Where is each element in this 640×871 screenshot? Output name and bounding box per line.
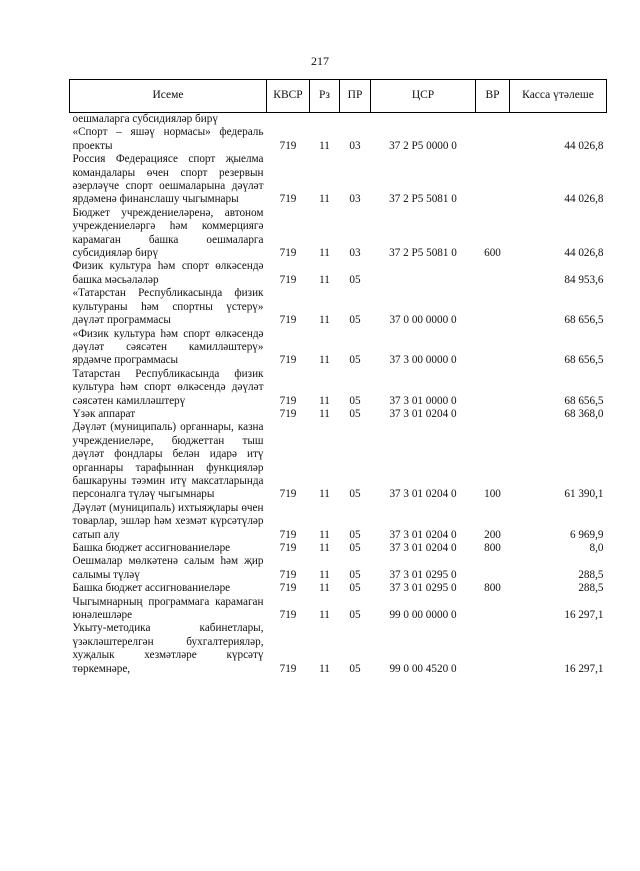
cell-amount xyxy=(510,113,607,127)
cell-rz: 11 xyxy=(319,542,330,554)
cell-rz: 11 xyxy=(319,354,330,367)
cell-name: Укыту-методика кабинетлары, үзәкләштерелгән бухгалтерияләр, хуҗалык хезмәтләре күрсәтү төркемнәре, xyxy=(72,622,264,675)
cell-amount: 44 026,8 xyxy=(564,193,604,206)
cell-csr: 37 2 P5 0000 0 xyxy=(389,139,457,152)
cell-rz: 11 xyxy=(319,407,330,420)
cell-amount: 288,5 xyxy=(578,582,604,595)
header-kvsr: КВСР xyxy=(267,80,310,113)
cell-pr: 05 xyxy=(349,568,361,581)
header-vr: ВР xyxy=(476,80,510,113)
cell-csr: 37 3 01 0295 0 xyxy=(389,582,457,595)
cell-amount: 68 368,0 xyxy=(564,407,604,420)
cell-vr xyxy=(476,555,510,582)
cell-pr: 05 xyxy=(349,314,361,327)
cell-kvsr: 719 xyxy=(279,139,297,152)
table-row xyxy=(70,502,607,542)
cell-name: Татарстан Республикасында физик культура һәм спорт өлкәсендә дәүләт сәясәтен камилләштерү xyxy=(72,367,264,407)
cell-csr: 37 3 01 0204 0 xyxy=(389,528,457,541)
table-row xyxy=(70,582,607,595)
header-name: Исеме xyxy=(70,80,267,113)
cell-amount: 6 969,9 xyxy=(569,528,604,541)
cell-name: Дәүләт (муниципаль) ихтыяҗлары өчен товарлар, эшләр һәм хезмәт күрсәтүләр сатып алу xyxy=(72,501,264,541)
cell-vr xyxy=(476,328,510,368)
cell-amount: 84 953,6 xyxy=(564,273,604,286)
cell-kvsr xyxy=(267,113,310,127)
table-row xyxy=(70,113,607,127)
cell-kvsr: 719 xyxy=(279,662,297,675)
cell-name: Бюджет учреждениеләренә, автоном учреждениеләргә һәм коммерциягә карамаган башка оешмаларга субсидияләр бирү xyxy=(72,206,264,260)
cell-rz: 11 xyxy=(319,528,330,541)
cell-name: Физик культура һәм спорт өлкәсендә башка мәсьәләләр xyxy=(72,260,264,286)
cell-amount: 61 390,1 xyxy=(564,488,604,501)
cell-name: Россия Федерациясе спорт җыелма командалары өчен спорт резервын әзерләүче спорт оешмаларына дәүләт ярдәменә финанслашу чыгымнары xyxy=(72,153,264,206)
table-row xyxy=(70,153,607,207)
cell-name: Башка бюджет ассигнованиеләре xyxy=(72,582,231,595)
cell-csr: 37 3 01 0204 0 xyxy=(389,542,457,554)
cell-kvsr: 719 xyxy=(279,394,297,407)
cell-csr: 37 0 00 0000 0 xyxy=(389,314,457,327)
cell-amount: 16 297,1 xyxy=(564,609,604,622)
cell-amount: 288,5 xyxy=(578,568,604,581)
cell-vr xyxy=(476,368,510,408)
table-row xyxy=(70,555,607,582)
table-row xyxy=(70,368,607,408)
cell-rz xyxy=(310,113,340,127)
page-number: 217 xyxy=(311,54,329,68)
cell-vr xyxy=(476,260,510,287)
table-row xyxy=(70,542,607,555)
cell-pr: 03 xyxy=(349,193,361,206)
cell-kvsr: 719 xyxy=(279,314,297,327)
cell-vr xyxy=(476,596,510,623)
table-row xyxy=(70,408,607,421)
table-row xyxy=(70,260,607,287)
cell-name: «Татарстан Республикасында физик культураны һәм спортны үстерү» дәүләт программасы xyxy=(72,287,264,327)
table-row xyxy=(70,126,607,153)
cell-csr: 37 3 01 0204 0 xyxy=(389,488,457,501)
cell-name: «Физик культура һәм спорт өлкәсендә дәүләт сәясәтен камилләштерү» ярдәмче программасы xyxy=(72,327,264,367)
cell-name: Чыгымнарның программага карамаган юнәлешләре xyxy=(72,595,264,622)
cell-pr: 05 xyxy=(349,582,361,595)
cell-pr: 05 xyxy=(349,542,361,554)
header-csr: ЦСР xyxy=(371,80,476,113)
cell-rz: 11 xyxy=(319,488,330,501)
cell-name: Оешмалар мөлкәтенә салым һәм җир салымы түләү xyxy=(72,555,264,581)
cell-kvsr: 719 xyxy=(279,407,297,420)
cell-kvsr: 719 xyxy=(279,528,297,541)
cell-vr xyxy=(476,287,510,327)
cell-csr: 37 3 01 0000 0 xyxy=(389,394,457,407)
cell-name: оешмаларга субсидияләр бирү xyxy=(72,113,218,125)
table-row xyxy=(70,328,607,368)
cell-rz: 11 xyxy=(319,568,330,581)
cell-csr xyxy=(371,113,476,127)
cell-csr: 99 0 00 4520 0 xyxy=(389,662,457,675)
cell-vr: 100 xyxy=(484,488,501,501)
cell-rz: 11 xyxy=(319,662,330,675)
cell-csr: 37 3 00 0000 0 xyxy=(389,354,457,367)
header-pr: ПР xyxy=(340,80,371,113)
cell-amount: 68 656,5 xyxy=(564,354,604,367)
cell-rz: 11 xyxy=(319,247,330,260)
cell-vr: 800 xyxy=(484,542,501,554)
cell-csr: 37 3 01 0295 0 xyxy=(389,568,457,581)
cell-vr: 600 xyxy=(484,247,501,260)
cell-csr: 37 2 P5 5081 0 xyxy=(389,247,457,260)
cell-name: Дәүләт (муниципаль) органнары, казна учреждениеләре, бюджеттан тыш дәүләт фондлары белән идарә итү органнары тарафыннан функцияләр башкаруны тәэмин итү максатларында персоналга түләү чыгымнары xyxy=(72,421,264,501)
cell-rz: 11 xyxy=(319,394,330,407)
cell-csr: 37 3 01 0204 0 xyxy=(389,407,457,420)
cell-amount: 68 656,5 xyxy=(564,394,604,407)
cell-name: Үзәк аппарат xyxy=(72,407,136,420)
cell-pr: 05 xyxy=(349,488,361,501)
cell-csr: 99 0 00 0000 0 xyxy=(389,609,457,622)
cell-amount: 16 297,1 xyxy=(564,662,604,675)
cell-vr xyxy=(476,113,510,127)
cell-kvsr: 719 xyxy=(279,488,297,501)
header-rz: Рз xyxy=(310,80,340,113)
cell-amount: 68 656,5 xyxy=(564,314,604,327)
cell-csr xyxy=(371,260,476,287)
cell-pr: 05 xyxy=(349,662,361,675)
table-body xyxy=(70,113,607,677)
cell-kvsr: 719 xyxy=(279,354,297,367)
cell-kvsr: 719 xyxy=(279,568,297,581)
cell-kvsr: 719 xyxy=(279,273,297,286)
cell-amount: 8,0 xyxy=(589,542,604,554)
cell-rz: 11 xyxy=(319,314,330,327)
cell-pr: 03 xyxy=(349,139,361,152)
table-row xyxy=(70,207,607,261)
cell-pr: 05 xyxy=(349,394,361,407)
cell-name: «Спорт – яшәү нормасы» федераль проекты xyxy=(72,126,264,152)
budget-table xyxy=(69,79,607,676)
cell-amount: 44 026,8 xyxy=(564,247,604,260)
cell-name: Башка бюджет ассигнованиеләре xyxy=(72,542,231,554)
table-row xyxy=(70,421,607,501)
cell-kvsr: 719 xyxy=(279,247,297,260)
cell-vr: 200 xyxy=(484,528,501,541)
cell-rz: 11 xyxy=(319,193,330,206)
cell-amount: 44 026,8 xyxy=(564,139,604,152)
cell-vr xyxy=(476,153,510,207)
table-row xyxy=(70,596,607,623)
cell-pr: 05 xyxy=(349,528,361,541)
cell-vr xyxy=(476,622,510,676)
cell-csr: 37 2 P5 5081 0 xyxy=(389,193,457,206)
table-row xyxy=(70,622,607,676)
cell-kvsr: 719 xyxy=(279,542,297,554)
cell-pr xyxy=(340,113,371,127)
cell-kvsr: 719 xyxy=(279,582,297,595)
cell-rz: 11 xyxy=(319,139,330,152)
cell-kvsr: 719 xyxy=(279,609,297,622)
cell-pr: 05 xyxy=(349,407,361,420)
cell-rz: 11 xyxy=(319,582,330,595)
cell-vr xyxy=(476,126,510,153)
cell-pr: 05 xyxy=(349,609,361,622)
table-row xyxy=(70,287,607,327)
cell-kvsr: 719 xyxy=(279,193,297,206)
cell-pr: 03 xyxy=(349,247,361,260)
header-amount: Касса үтәлеше xyxy=(510,80,607,113)
table-header-row xyxy=(70,80,607,113)
cell-rz: 11 xyxy=(319,273,330,286)
cell-vr xyxy=(476,408,510,421)
cell-pr: 05 xyxy=(349,273,361,286)
cell-pr: 05 xyxy=(349,354,361,367)
cell-vr: 800 xyxy=(484,582,501,595)
cell-rz: 11 xyxy=(319,609,330,622)
